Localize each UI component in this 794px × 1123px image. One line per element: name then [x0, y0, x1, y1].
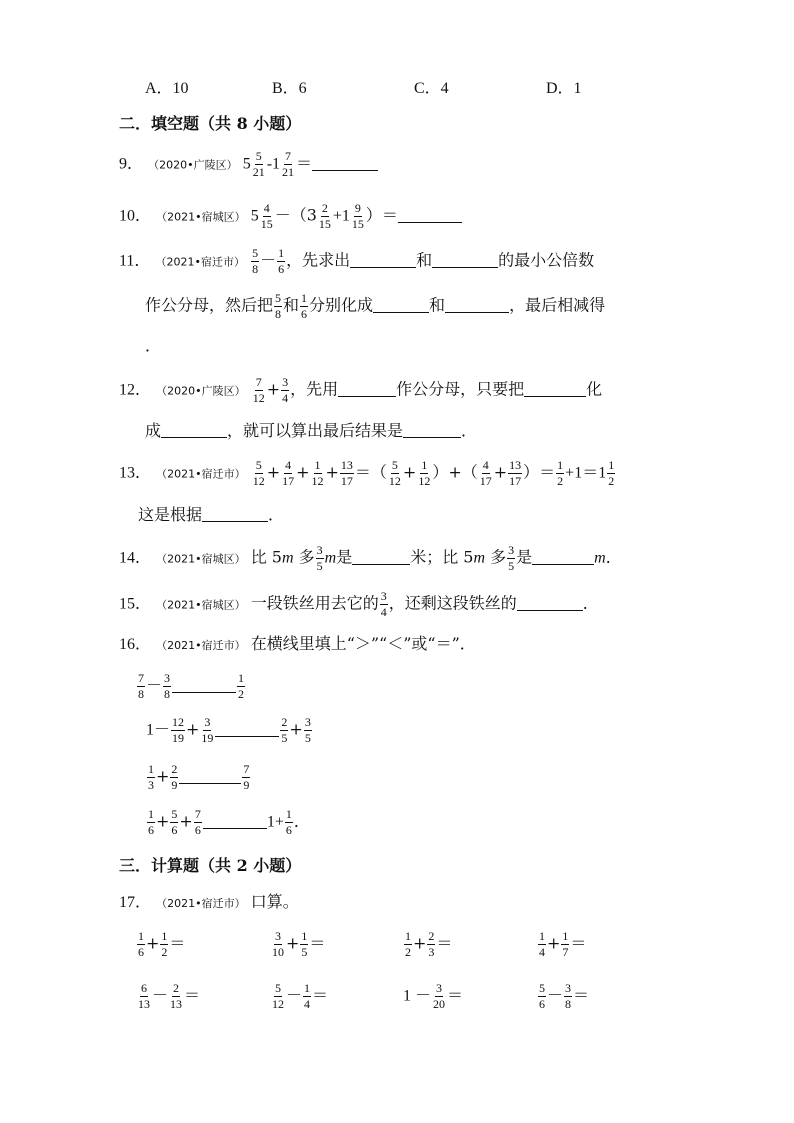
question-15: 15． （2021•宿城区） 一段铁丝用去它的 $\frac{3}{4}$ ，还剩这段铁丝的 ． [119, 589, 599, 619]
question-12-line2: 成 ，就可以算出最后结果是 ． [145, 421, 478, 440]
fraction: $\frac{3}{4}$ [380, 589, 387, 619]
fraction: $\frac{1}{6}$ [285, 807, 292, 837]
answer-blank[interactable] [161, 436, 227, 438]
fraction: $\frac{2}{15}$ [318, 201, 331, 231]
answer-blank[interactable] [352, 563, 410, 565]
oral-item-5: $\frac{6}{13}$ － $\frac{2}{13}$ ＝ [138, 981, 201, 1011]
fraction: $\frac{3}{20}$ [433, 981, 446, 1011]
fraction: $\frac{5}{8}$ [252, 246, 259, 276]
choice-a: A．10 [145, 80, 189, 97]
answer-blank[interactable] [202, 520, 268, 522]
fraction: $\frac{2}{13}$ [170, 981, 183, 1011]
answer-blank[interactable] [179, 782, 241, 784]
fraction: $\frac{3}{5}$ [508, 543, 515, 573]
question-11: 11． （2021•宿迁市） $\frac{5}{8}$ － $\frac{1}{6}$ ，先求出 和 的最小公倍数 [119, 246, 595, 276]
fraction: $\frac{1}{2}$ [608, 458, 615, 488]
fraction: $\frac{1}{12}$ [311, 458, 324, 488]
fraction: $\frac{4}{15}$ [260, 201, 273, 231]
fraction: $\frac{7}{8}$ [138, 671, 144, 701]
choice-c: C．4 [414, 80, 449, 97]
question-13: 13． （2021•宿迁市） $\frac{5}{12}$ + $\frac{4}{17}$ + $\frac{1}{12}$ + $\frac{13}{17}$ ＝（ $\frac{5}{12}$ + $\frac{1}{12}$ ）+（ $\frac{4}{17}$ + $\frac{13}{17}$ ）＝ $\frac{1}{2}$ +1＝1 $\frac{1}{2}$ [119, 458, 615, 488]
fraction: $\frac{3}{5}$ [316, 543, 323, 573]
answer-blank[interactable] [215, 735, 279, 737]
fraction: $\frac{2}{3}$ [428, 929, 435, 959]
answer-blank[interactable] [517, 609, 583, 611]
compare-row-4: $\frac{1}{6}$ + $\frac{5}{6}$ + $\frac{7}{6}$ 1+ $\frac{1}{6}$ ． [148, 807, 310, 837]
fraction: $\frac{7}{12}$ [252, 375, 265, 405]
fraction: $\frac{1}{3}$ [148, 762, 154, 792]
question-16: 16． （2021•宿迁市） 在横线里填上“＞”“＜”或“＝”． [119, 634, 476, 653]
question-13-line2: 这是根据 ． [138, 505, 285, 524]
fraction: $\frac{1}{7}$ [562, 929, 569, 959]
fraction: $\frac{7}{21}$ [282, 149, 295, 179]
fraction: $\frac{5}{12}$ [388, 458, 401, 488]
answer-blank[interactable] [373, 311, 429, 313]
fraction: $\frac{3}{8}$ [164, 671, 171, 701]
section-title-fill: 二．填空题（共 8 小题） [119, 114, 302, 133]
oral-item-7: 1 － $\frac{3}{20}$ ＝ [403, 981, 464, 1011]
fraction: $\frac{1}{4}$ [539, 929, 545, 959]
question-14: 14． （2021•宿城区） 比 5m 多 $\frac{3}{5}$ m是 米；比 5m 多 $\frac{3}{5}$ 是 m． [119, 543, 622, 573]
question-11-line2: 作公分母，然后把 $\frac{5}{8}$ 和 $\frac{1}{6}$ 分别化成 和 ，最后相减得 [145, 291, 606, 321]
fraction: $\frac{1}{6}$ [278, 246, 285, 276]
question-12: 12． （2020•广陵区） $\frac{7}{12}$ + $\frac{3}{4}$ ，先用 作公分母，只要把 化 [119, 375, 603, 405]
answer-blank[interactable] [532, 563, 594, 565]
answer-blank[interactable] [398, 221, 462, 223]
oral-item-1: $\frac{1}{6}$ + $\frac{1}{2}$ ＝ [138, 929, 186, 959]
fraction: $\frac{13}{17}$ [509, 458, 522, 488]
fraction: $\frac{13}{17}$ [340, 458, 353, 488]
fraction: $\frac{1}{12}$ [418, 458, 431, 488]
answer-blank[interactable] [312, 169, 378, 171]
fraction: $\frac{12}{19}$ [172, 715, 185, 745]
fraction: $\frac{7}{6}$ [194, 807, 201, 837]
choice-b: B．6 [272, 80, 307, 97]
fraction: $\frac{7}{9}$ [243, 762, 250, 792]
fraction: $\frac{1}{4}$ [304, 981, 311, 1011]
answer-blank[interactable] [338, 395, 396, 397]
fraction: $\frac{1}{5}$ [301, 929, 308, 959]
oral-item-2: $\frac{3}{10}$ + $\frac{1}{5}$ ＝ [272, 929, 326, 959]
fraction: $\frac{4}{17}$ [282, 458, 295, 488]
compare-row-2: 1－ $\frac{12}{19}$ + $\frac{3}{19}$ $\frac{2}{5}$ + $\frac{3}{5}$ [146, 715, 311, 745]
fraction: $\frac{3}{19}$ [201, 715, 214, 745]
fraction: $\frac{1}{2}$ [557, 458, 564, 488]
question-9: 9． （2020•广陵区） 5 $\frac{5}{21}$ -1 $\frac{7}{21}$ ＝ [119, 150, 378, 178]
answer-blank[interactable] [403, 436, 461, 438]
compare-row-1: $\frac{7}{8}$ － $\frac{3}{8}$ $\frac{1}{2}$ [138, 671, 245, 701]
answer-blank[interactable] [445, 311, 509, 313]
fraction: $\frac{2}{9}$ [171, 762, 178, 792]
fraction: $\frac{1}{6}$ [138, 929, 144, 959]
answer-blank[interactable] [172, 691, 236, 693]
fraction: $\frac{1}{6}$ [148, 807, 154, 837]
fraction: $\frac{5}{8}$ [275, 291, 282, 321]
answer-blank[interactable] [203, 827, 267, 829]
answer-blank[interactable] [524, 395, 586, 397]
fraction: $\frac{4}{17}$ [479, 458, 492, 488]
fraction: $\frac{5}{6}$ [539, 981, 545, 1011]
fraction: $\frac{3}{4}$ [282, 375, 289, 405]
fraction: $\frac{5}{21}$ [252, 149, 265, 179]
fraction: $\frac{1}{2}$ [405, 929, 411, 959]
fraction: $\frac{5}{12}$ [252, 458, 265, 488]
oral-item-3: $\frac{1}{2}$ + $\frac{2}{3}$ ＝ [405, 929, 453, 959]
oral-item-8: $\frac{5}{6}$ － $\frac{3}{8}$ ＝ [539, 981, 590, 1011]
fraction: $\frac{1}{2}$ [238, 671, 245, 701]
fraction: $\frac{5}{6}$ [171, 807, 178, 837]
question-17: 17． （2021•宿迁市） 口算。 [119, 892, 299, 911]
answer-blank[interactable] [350, 266, 416, 268]
fraction: $\frac{1}{2}$ [161, 929, 168, 959]
answer-blank[interactable] [432, 266, 498, 268]
oral-item-4: $\frac{1}{4}$ + $\frac{1}{7}$ ＝ [539, 929, 587, 959]
choice-d: D．1 [546, 80, 582, 97]
oral-item-6: $\frac{5}{12}$ － $\frac{1}{4}$ ＝ [272, 981, 329, 1011]
fraction: $\frac{6}{13}$ [138, 981, 150, 1011]
section-title-calc: 三．计算题（共 2 小题） [119, 856, 302, 875]
fraction: $\frac{9}{15}$ [351, 201, 364, 231]
fraction: $\frac{3}{8}$ [565, 981, 572, 1011]
question-10: 10． （2021•宿城区） 5 $\frac{4}{15}$ －（3 $\frac{2}{15}$ +1 $\frac{9}{15}$ ）＝ [119, 202, 462, 230]
compare-row-3: $\frac{1}{3}$ + $\frac{2}{9}$ $\frac{7}{9}$ [148, 762, 250, 792]
fraction: $\frac{3}{5}$ [304, 715, 311, 745]
fraction: $\frac{3}{10}$ [272, 929, 284, 959]
question-11-dot: ． [145, 336, 162, 355]
fraction: $\frac{5}{12}$ [272, 981, 284, 1011]
fraction: $\frac{2}{5}$ [281, 715, 288, 745]
fraction: $\frac{1}{6}$ [301, 291, 308, 321]
